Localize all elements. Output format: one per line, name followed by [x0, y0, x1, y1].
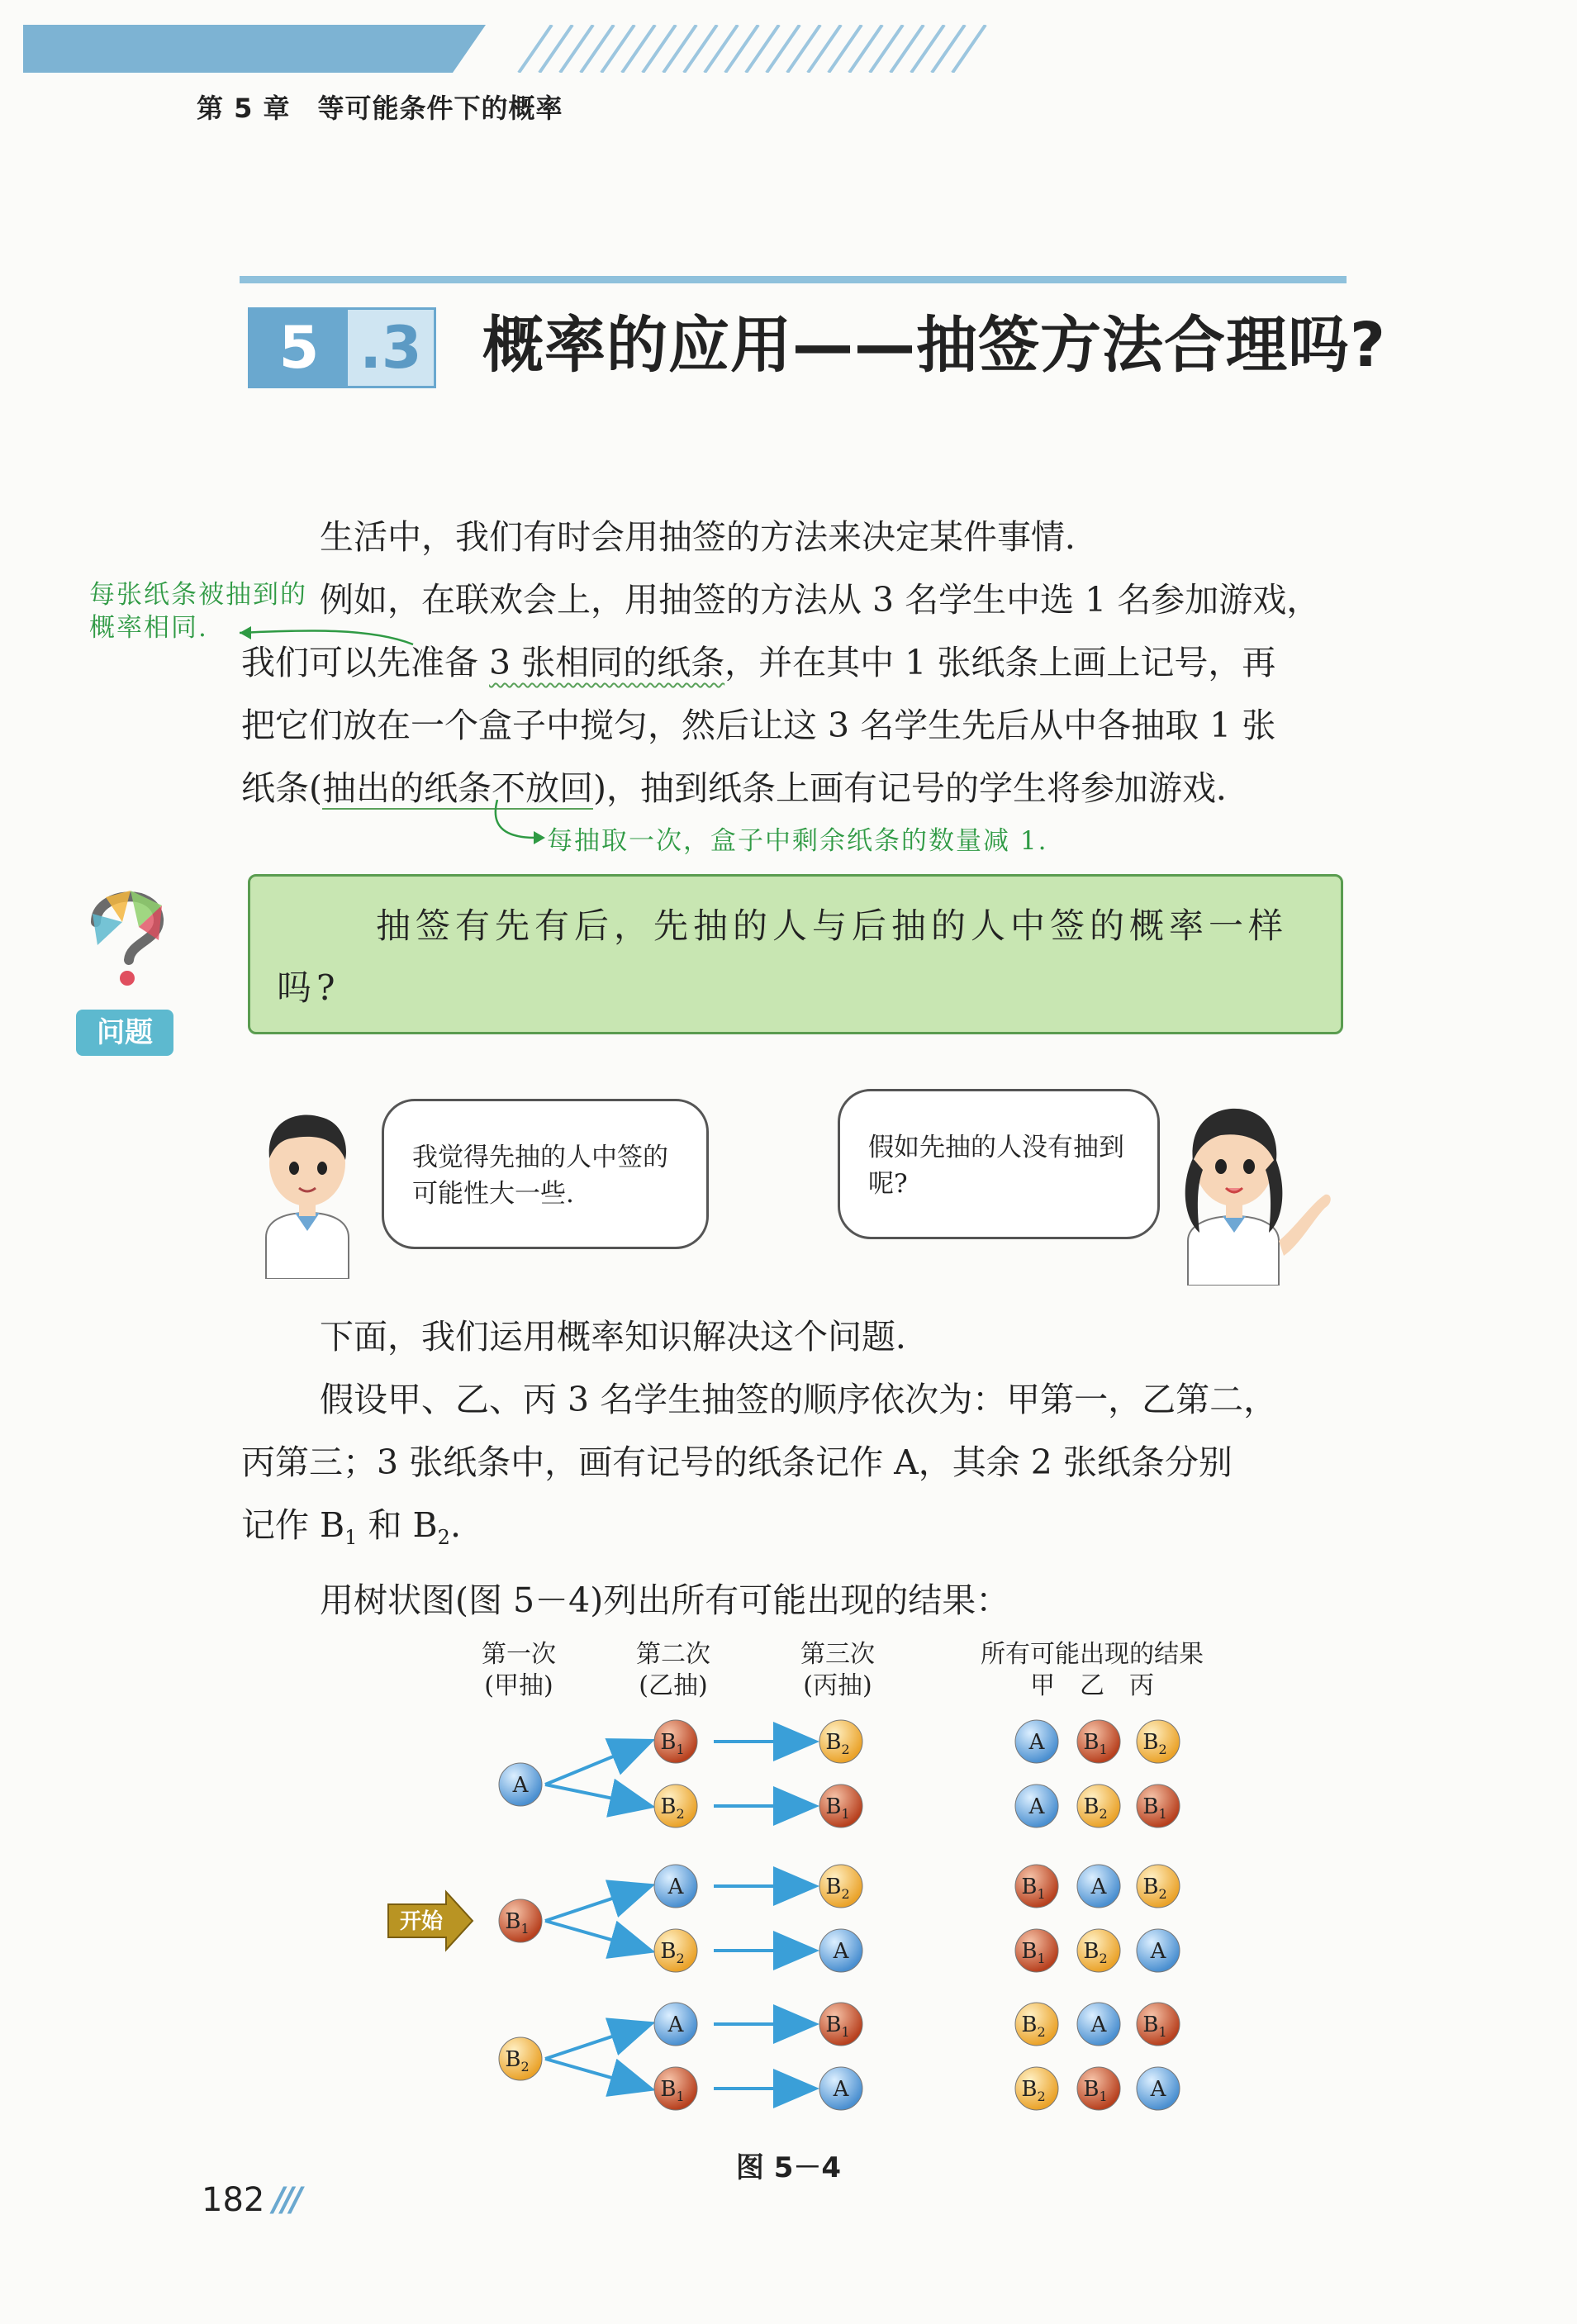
tree-result-node — [1077, 1865, 1120, 1908]
solution-line-4: 记作 $B_1$ 和 $B_2$. — [241, 1505, 461, 1550]
tree-result-node — [1015, 1929, 1058, 1972]
tree-diagram — [0, 1636, 1577, 2165]
tree-result-node — [1015, 1785, 1058, 1827]
figure-caption: 图 5－4 — [735, 2151, 842, 2184]
margin-note-bottom: 每抽取一次，盒子中剩余纸条的数量减 1. — [547, 826, 1048, 856]
tree-header-top: 第一次 — [482, 1640, 556, 1669]
intro-line-3: 我们可以先准备 3 张相同的纸条，并在其中 1 张纸条上画上记号，再 — [241, 643, 1276, 682]
tree-node-first — [499, 1899, 542, 1942]
speech-bubble-boy — [382, 1099, 709, 1249]
section-number-sub: .3 — [359, 314, 422, 382]
tree-node-first — [499, 1763, 542, 1806]
svg-text:A: A — [1090, 1875, 1107, 1899]
tree-node-second — [654, 2003, 697, 2046]
section-number-main: 5 — [250, 310, 348, 386]
svg-text:B2: $B_2$ — [1083, 1939, 1108, 1966]
svg-text:B2: $B_2$ — [1021, 2077, 1046, 2104]
svg-text:B1: $B_1$ — [1142, 2013, 1167, 2040]
tree-node-first — [499, 2037, 542, 2080]
tree-node-third — [819, 2067, 862, 2110]
svg-text:B1: $B_1$ — [1021, 1939, 1046, 1966]
svg-text:B1: $B_1$ — [505, 1909, 530, 1937]
intro-line-2: 例如，在联欢会上，用抽签的方法从 3 名学生中选 1 名参加游戏， — [320, 580, 1321, 620]
tree-header-top: 第三次 — [800, 1640, 875, 1669]
tree-result-node — [1077, 1720, 1120, 1763]
svg-text:A: A — [1028, 1794, 1045, 1819]
girl-illustration — [1155, 1079, 1337, 1286]
question-box — [248, 874, 1343, 1034]
tree-header-bottom: (乙抽) — [639, 1671, 708, 1700]
svg-text:B1: $B_1$ — [1142, 1794, 1167, 1822]
tree-node-second — [654, 1785, 697, 1827]
svg-text:B1: $B_1$ — [660, 2077, 685, 2104]
tree-result-node — [1015, 2003, 1058, 2046]
tree-node-third — [819, 1865, 862, 1908]
svg-text:B2: $B_2$ — [1142, 1875, 1167, 1902]
svg-text:B2: $B_2$ — [1021, 2013, 1046, 2040]
svg-text:A: A — [1150, 2077, 1166, 2102]
tree-result-node — [1015, 2067, 1058, 2110]
tree-result-node — [1137, 1720, 1180, 1763]
question-icon — [73, 881, 180, 988]
margin-note-left: 每张纸条被抽到的概率相同. — [89, 580, 307, 643]
tree-node-third — [819, 1720, 862, 1763]
tree-header-bottom: 甲 乙 丙 — [1030, 1671, 1154, 1700]
svg-text:A: A — [1090, 2013, 1107, 2037]
tree-result-node — [1137, 1785, 1180, 1827]
intro-line-4: 把它们放在一个盒子中搅匀，然后让这 3 名学生先后从中各抽取 1 张 — [241, 706, 1276, 745]
intro-line-5: 纸条(抽出的纸条不放回)，抽到纸条上画有记号的学生将参加游戏． — [241, 768, 1250, 808]
question-text: 抽签有先有后，先抽的人与后抽的人中签的概率一样吗? — [277, 905, 1289, 1008]
tree-result-node — [1015, 1865, 1058, 1908]
tree-header-top: 第二次 — [636, 1640, 710, 1669]
speech-girl-text: 假如先抽的人没有抽到呢? — [868, 1133, 1124, 1199]
wavy-underline-text: 3 张相同的纸条 — [489, 643, 725, 682]
tree-result-node — [1077, 1785, 1120, 1827]
svg-text:B2: $B_2$ — [660, 1939, 685, 1966]
page-number: 182 /// — [202, 2181, 300, 2219]
tree-result-node — [1015, 1720, 1058, 1763]
svg-text:B2: $B_2$ — [505, 2047, 530, 2074]
svg-text:B1: $B_1$ — [825, 2013, 850, 2040]
tree-result-node — [1077, 2067, 1120, 2110]
solution-line-5: 用树状图(图 5－4)列出所有可能出现的结果： — [320, 1580, 1010, 1621]
svg-text:开始: 开始 — [399, 1909, 444, 1934]
tree-result-node — [1077, 1929, 1120, 1972]
solution-line-3: 丙第三；3 张纸条中，画有记号的纸条记作 A，其余 2 张纸条分别 — [241, 1442, 1233, 1482]
tree-node-second — [654, 1929, 697, 1972]
underlined-text: 抽出的纸条不放回 — [322, 768, 593, 808]
header-band — [23, 25, 998, 73]
svg-text:B2: $B_2$ — [1083, 1794, 1108, 1822]
svg-text:B2: $B_2$ — [825, 1875, 850, 1902]
tree-result-node — [1137, 2003, 1180, 2046]
tree-result-node — [1077, 2003, 1120, 2046]
tree-header-bottom: (丙抽) — [803, 1671, 872, 1700]
speech-bubble-girl — [838, 1089, 1160, 1239]
svg-text:B1: $B_1$ — [1083, 2077, 1108, 2104]
svg-text:B2: $B_2$ — [825, 1730, 850, 1757]
svg-text:B2: $B_2$ — [1142, 1730, 1167, 1757]
svg-text:B1: $B_1$ — [1021, 1875, 1046, 1902]
svg-text:A: A — [833, 1939, 849, 1964]
solution-line-2: 假设甲、乙、丙 3 名学生抽签的顺序依次为：甲第一，乙第二， — [320, 1380, 1278, 1419]
tree-result-node — [1137, 2067, 1180, 2110]
solution-paragraph — [241, 1305, 1348, 1632]
svg-text:A: A — [667, 1875, 684, 1899]
tree-node-second — [654, 2067, 697, 2110]
intro-line-1: 生活中，我们有时会用抽签的方法来决定某件事情． — [320, 517, 1099, 557]
tree-node-second — [654, 1865, 697, 1908]
chapter-title: 第 5 章 等可能条件下的概率 — [197, 93, 563, 124]
section-number-box — [248, 307, 436, 388]
boy-illustration — [241, 1089, 373, 1279]
note-arrow-left — [207, 621, 421, 654]
tree-result-node — [1137, 1929, 1180, 1972]
solution-line-1: 下面，我们运用概率知识解决这个问题． — [320, 1317, 929, 1357]
svg-text:A: A — [833, 2077, 849, 2102]
note-arrow-bottom — [486, 800, 552, 849]
section-title: 概率的应用——抽签方法合理吗? — [482, 310, 1386, 381]
svg-text:A: A — [1028, 1730, 1045, 1755]
svg-text:B1: $B_1$ — [825, 1794, 850, 1822]
tree-node-third — [819, 1785, 862, 1827]
svg-text:A: A — [667, 2013, 684, 2037]
svg-text:A: A — [512, 1773, 529, 1798]
tree-result-node — [1137, 1865, 1180, 1908]
start-arrow — [388, 1892, 473, 1950]
tree-node-third — [819, 1929, 862, 1972]
svg-text:B1: $B_1$ — [660, 1730, 685, 1757]
tree-node-third — [819, 2003, 862, 2046]
tree-header-top: 所有可能出现的结果 — [981, 1640, 1204, 1669]
intro-paragraph — [241, 506, 1348, 820]
svg-text:A: A — [1150, 1939, 1166, 1964]
tree-header-bottom: (甲抽) — [484, 1671, 553, 1700]
tree-node-second — [654, 1720, 697, 1763]
svg-text:B1: $B_1$ — [1083, 1730, 1108, 1757]
svg-text:B2: $B_2$ — [660, 1794, 685, 1822]
question-label: 问题 — [76, 1010, 173, 1056]
speech-boy-text: 我觉得先抽的人中签的可能性大一些. — [412, 1143, 668, 1209]
section-divider — [240, 276, 1347, 283]
